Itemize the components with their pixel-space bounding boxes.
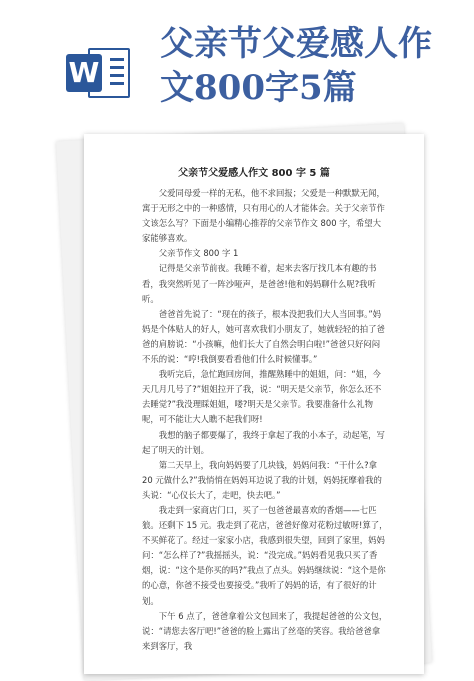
text-line-decoration bbox=[110, 74, 124, 77]
text-line-decoration bbox=[110, 66, 124, 69]
document-title: 父亲节父爱感人作文 800 字 5 篇 bbox=[178, 168, 330, 179]
document-page bbox=[84, 134, 424, 674]
document-body bbox=[142, 186, 388, 654]
paragraph: 我听完后，急忙跑回房间，推醒熟睡中的姐姐，问：“姐，今天几月几号了?”姐姐拉开了我，说：“明天是父亲节，你怎么还不去睡觉?”我没理睬姐姐，喽?明天是父亲节。我要准备什么礼物呢，可不能让大人瞧不起我们呀! bbox=[142, 369, 382, 425]
banner-title-line-1: 父亲节父爱感人作 bbox=[160, 24, 432, 64]
word-logo-letter: W bbox=[66, 54, 102, 92]
banner-title bbox=[160, 22, 460, 110]
banner-title-line-2: 文800字5篇 bbox=[160, 68, 357, 108]
paragraph: 记得是父亲节前夜。我睡不着，起来去客厅找几本有趣的书看，我突然听见了一阵沙哑声，是爸爸!他和妈妈聊什么呢?我听听。 bbox=[142, 263, 377, 304]
text-line-decoration bbox=[110, 58, 124, 61]
paragraph: 我想的脑子都要爆了，我终于拿起了我的小本子，动起笔，写起了明天的计划。 bbox=[142, 429, 385, 455]
text-line-decoration bbox=[110, 82, 124, 85]
paragraph: 下午 6 点了，爸爸拿着公文包回来了，我提起爸爸的公文包，说：“请您去客厅吧!”爸爸的脸上露出了丝毫的笑容。我给爸爸拿来到客厅，我 bbox=[142, 610, 388, 651]
paragraph: 第二天早上，我向妈妈要了几块钱，妈妈问我：“干什么?拿 20 元做什么?”我悄悄在妈妈耳边说了我的计划，妈妈抚摩着我的头说：“心仪长大了，走吧，快去吧。” bbox=[142, 459, 382, 500]
section-heading: 父亲节作文 800 字 1 bbox=[158, 248, 239, 259]
word-document-icon bbox=[66, 44, 132, 102]
paragraph: 我走到一家商店门口，买了一包爸爸最喜欢的香烟——七匹狼。还剩下 15 元。我走到了花店，爸爸好像对花粉过敏呀!算了，不买鲜花了。经过一家家小店，我感到很失望，回到了家里，妈妈问：“怎么样了?”我摇摇头，说：“没完成。”妈妈看见我只买了香烟，说：“这个是你买的吗?”我点了点头。妈妈继续说：“这个是你的心意，你爸不接受也要接受。”我听了妈妈的话，有了很好的计划。 bbox=[142, 504, 388, 606]
paragraph: 父爱同母爱一样的无私，他不求回报；父爱是一种默默无闻，寓于无形之中的一种感情，只有用心的人才能体会。关于父亲节作文该怎么写？下面是小编精心推荐的父亲节作文 800 字，希望大家能够喜欢。 bbox=[142, 188, 385, 244]
paragraph: 爸爸首先说了：“现在的孩子，根本没把我们大人当回事。”妈妈是个体贴人的好人，她可喜欢我们小朋友了，她就轻轻的拍了爸爸的肩膀说：“小孩嘛，他们长大了自然会明白啦!”爸爸只好闷闷不乐的说：“哼!我倒要看看他们什么时候懂事。” bbox=[142, 308, 385, 365]
